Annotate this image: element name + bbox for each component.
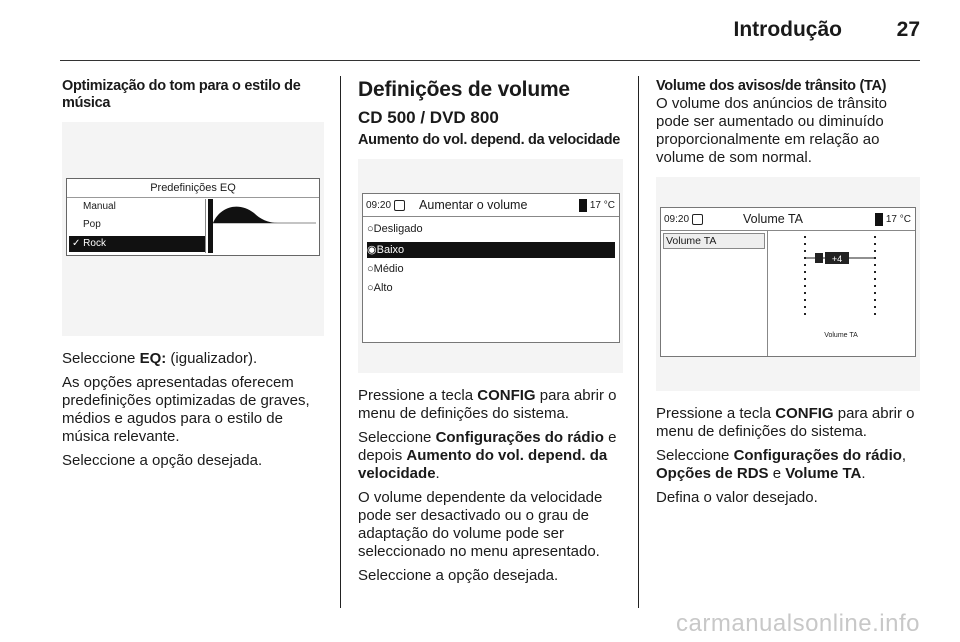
ta-volume-paragraph-3: Defina o valor desejado. — [656, 489, 818, 506]
eq-paragraph-1: Seleccione EQ: (igualizador). — [62, 350, 258, 367]
screen-title: Aumentar o volume — [419, 198, 528, 212]
speed-volume-paragraph-4: Seleccione a opção desejada. — [358, 567, 559, 584]
option-baixo-selected[interactable]: ◉Baixo — [367, 242, 615, 258]
ta-list-panel — [661, 231, 768, 356]
screen-status-bar — [363, 194, 619, 217]
speed-volume-screen-image — [358, 159, 623, 373]
ta-volume-paragraph-1: Pressione a tecla CONFIG para abrir o menu de definições do sistema. — [656, 405, 915, 440]
column-3 — [656, 78, 920, 513]
temperature: 17 °C — [589, 199, 615, 211]
header-rule — [60, 60, 920, 61]
screen-title: Volume TA — [743, 212, 804, 226]
watermark: carmanualsonline.info — [676, 610, 920, 637]
section-title: Definições de volume — [358, 78, 570, 101]
thermometer-icon — [875, 213, 883, 226]
speed-volume-paragraph-1: Pressione a tecla CONFIG para abrir o menu de definições do sistema. — [358, 387, 617, 422]
ta-volume-intro: O volume dos anúncios de trânsito pode ser aumentado ou diminuído proporcionalmente em relação ao volume de som normal. — [656, 95, 887, 166]
clock: 09:20 — [664, 213, 690, 225]
column-2 — [358, 78, 623, 591]
option-desligado[interactable]: ○Desligado — [367, 223, 423, 235]
ta-volume-screen-image — [656, 177, 920, 391]
eq-item-rock: Rock — [83, 238, 106, 249]
ta-volume-paragraph-2: Seleccione Configurações do rádio, Opções de RDS e Volume TA. — [656, 447, 907, 482]
ta-volume-slider[interactable] — [769, 232, 913, 352]
eq-list — [69, 199, 206, 253]
eq-item-rock-selected — [69, 236, 205, 252]
clock: 09:20 — [366, 199, 392, 211]
screen-status-bar — [661, 208, 915, 231]
column-1 — [62, 78, 324, 476]
check-icon: ✓ — [72, 238, 81, 249]
ta-list-item-volume[interactable]: Volume TA — [663, 233, 765, 249]
slider-value: +4 — [831, 254, 843, 264]
eq-heading: Optimização do tom para o estilo de música — [62, 78, 301, 111]
column-divider-1 — [340, 76, 341, 608]
page-number: 27 — [896, 18, 920, 41]
back-icon — [394, 200, 405, 211]
ta-volume-heading: Volume dos avisos/de trânsito (TA) — [656, 78, 887, 94]
page-header — [0, 0, 960, 60]
model-title: CD 500 / DVD 800 — [358, 108, 499, 127]
option-medio[interactable]: ○Médio — [367, 263, 404, 275]
header-title: Introdução — [733, 18, 842, 41]
speed-volume-paragraph-2: Seleccione Configurações do rádio e depois Aumento do vol. depend. da velocidade. — [358, 429, 617, 482]
ta-volume-screen — [660, 207, 916, 357]
eq-screen — [66, 178, 320, 256]
eq-curve-graph — [208, 199, 316, 253]
thermometer-icon — [579, 199, 587, 212]
slider-label: Volume TA — [824, 332, 858, 339]
temperature: 17 °C — [885, 213, 911, 225]
column-divider-2 — [638, 76, 639, 608]
eq-item-manual: Manual — [83, 201, 116, 212]
eq-screen-image — [62, 122, 324, 336]
back-icon — [692, 214, 703, 225]
speed-volume-heading: Aumento do vol. depend. da velocidade — [358, 132, 621, 148]
eq-paragraph-2: As opções apresentadas oferecem predefinições optimizadas de graves, médios e agudos para o estilo de música relevante. — [62, 374, 310, 445]
option-alto[interactable]: ○Alto — [367, 282, 393, 294]
eq-screen-title: Predefinições EQ — [67, 179, 319, 198]
speed-volume-paragraph-3: O volume dependente da velocidade pode ser desactivado ou o grau de adaptação do volume pode ser seleccionado no menu apresentado. — [358, 489, 603, 560]
eq-paragraph-3: Seleccione a opção desejada. — [62, 452, 263, 469]
eq-item-pop: Pop — [83, 219, 101, 230]
speed-volume-screen — [362, 193, 620, 343]
